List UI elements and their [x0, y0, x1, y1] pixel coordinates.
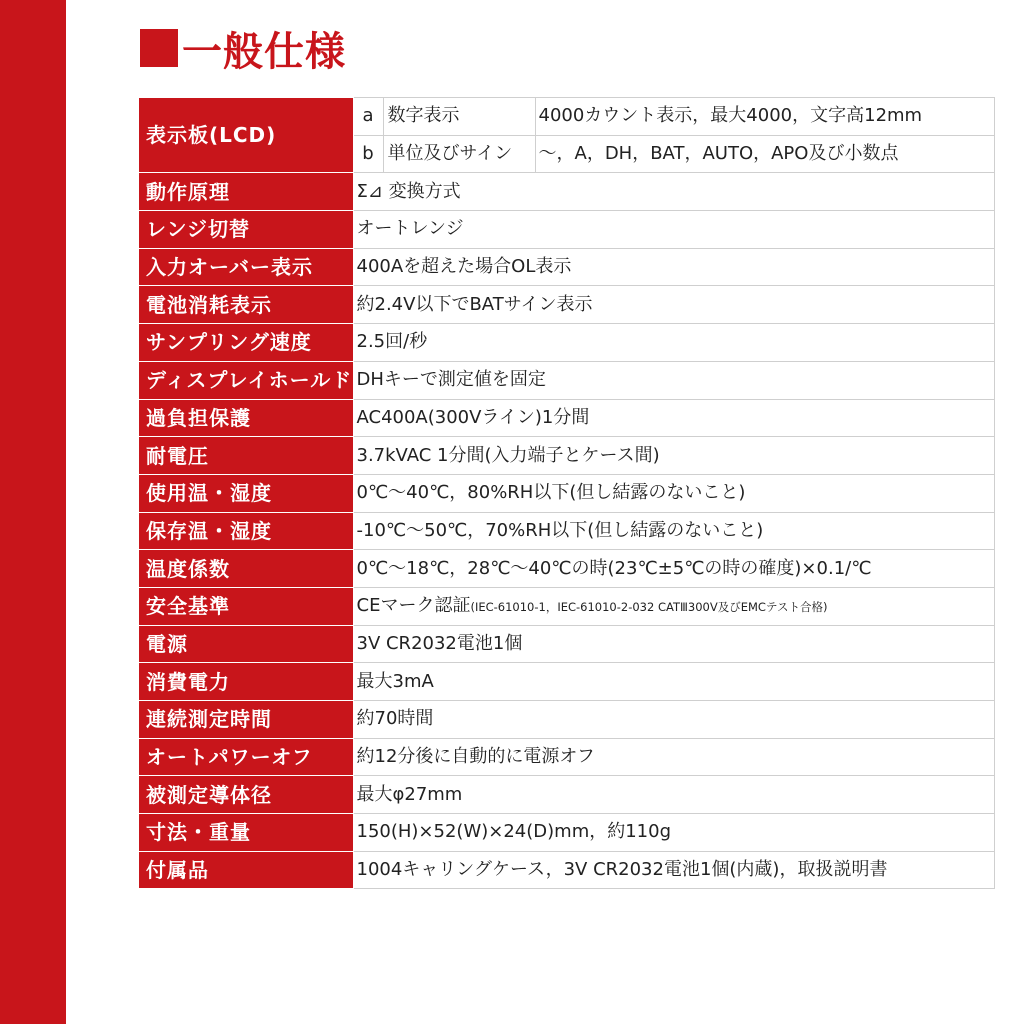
row-label: 電源	[139, 625, 353, 663]
table-row	[139, 399, 994, 437]
sub-row-name: 単位及びサイン	[383, 135, 535, 173]
row-value-text: 2.5回/秒	[356, 331, 428, 353]
row-value-text: 1004キャリングケース，3V CR2032電池1個(内蔵)，取扱説明書	[356, 859, 888, 881]
row-value	[353, 399, 994, 437]
table-row	[139, 814, 994, 852]
row-value: 4000カウント表示，最大4000，文字高12mm	[535, 98, 994, 136]
row-value	[353, 474, 994, 512]
row-label: 保存温・湿度	[139, 512, 353, 550]
row-value	[353, 776, 994, 814]
table-row	[139, 286, 994, 324]
row-value	[353, 286, 994, 324]
row-value	[353, 587, 994, 625]
row-value-text: CEマーク認証	[356, 595, 471, 617]
row-value-text: 400Aを超えた場合OL表示	[356, 256, 572, 278]
row-value: 〜，A，DH，BAT，AUTO，APO及び小数点	[535, 135, 994, 173]
page-title	[140, 22, 346, 74]
row-value-text: Σ⊿ 変換方式	[356, 180, 461, 202]
table-row	[139, 437, 994, 475]
row-value-text: 3V CR2032電池1個	[356, 632, 523, 654]
row-value	[353, 701, 994, 739]
row-label: 被測定導体径	[139, 776, 353, 814]
table-row	[139, 98, 994, 136]
row-label: サンプリング速度	[139, 324, 353, 362]
side-accent-bar	[0, 0, 66, 1024]
table-row	[139, 211, 994, 249]
row-value	[353, 738, 994, 776]
row-label: 消費電力	[139, 663, 353, 701]
row-label: 動作原理	[139, 173, 353, 211]
title-square-icon	[140, 29, 178, 67]
row-value	[353, 324, 994, 362]
row-value	[353, 437, 994, 475]
row-label: 付属品	[139, 851, 353, 889]
row-value	[353, 851, 994, 889]
row-label: 使用温・湿度	[139, 474, 353, 512]
table-row	[139, 776, 994, 814]
row-value	[353, 361, 994, 399]
row-label: 電池消耗表示	[139, 286, 353, 324]
row-value	[353, 550, 994, 588]
row-value-note: (IEC-61010-1，IEC-61010-2-032 CATⅢ300V及びEMCテスト合格)	[470, 600, 828, 615]
sub-row-name: 数字表示	[383, 98, 535, 136]
row-value	[353, 211, 994, 249]
spec-table	[139, 97, 995, 889]
row-label: 耐電圧	[139, 437, 353, 475]
table-row	[139, 625, 994, 663]
row-value-text: 最大φ27mm	[356, 783, 463, 805]
sub-row-key: a	[353, 98, 383, 136]
row-value-text: 約2.4V以下でBATサイン表示	[356, 293, 593, 315]
table-row	[139, 738, 994, 776]
table-row	[139, 851, 994, 889]
table-row	[139, 173, 994, 211]
row-value	[353, 248, 994, 286]
table-row	[139, 248, 994, 286]
row-value	[353, 663, 994, 701]
row-value-text: 0℃〜18℃，28℃〜40℃の時(23℃±5℃の時の確度)×0.1/℃	[356, 557, 872, 579]
row-label: レンジ切替	[139, 211, 353, 249]
row-label: 過負担保護	[139, 399, 353, 437]
row-label: 入力オーバー表示	[139, 248, 353, 286]
table-row	[139, 512, 994, 550]
table-row	[139, 550, 994, 588]
row-label: オートパワーオフ	[139, 738, 353, 776]
row-value	[353, 814, 994, 852]
row-value-text: DHキーで測定値を固定	[356, 369, 546, 391]
row-value-text: AC400A(300Vライン)1分間	[356, 406, 590, 428]
table-row	[139, 701, 994, 739]
table-row	[139, 587, 994, 625]
row-value-text: 3.7kVAC 1分間(入力端子とケース間)	[356, 444, 660, 466]
page-title-text: 一般仕様	[182, 28, 346, 75]
row-label: 連続測定時間	[139, 701, 353, 739]
row-value	[353, 173, 994, 211]
row-value	[353, 512, 994, 550]
row-value-text: 0℃〜40℃，80%RH以下(但し結露のないこと)	[356, 482, 746, 504]
row-label: 温度係数	[139, 550, 353, 588]
row-label: 安全基準	[139, 587, 353, 625]
row-value-text: 約70時間	[356, 708, 434, 730]
row-value-text: 約12分後に自動的に電源オフ	[356, 746, 595, 768]
table-row	[139, 474, 994, 512]
table-row	[139, 324, 994, 362]
row-value-text: 最大3mA	[356, 670, 434, 692]
table-row	[139, 663, 994, 701]
row-value-text: 150(H)×52(W)×24(D)mm，約110g	[356, 821, 672, 843]
sub-row-key: b	[353, 135, 383, 173]
row-value-text: -10℃〜50℃，70%RH以下(但し結露のないこと)	[356, 519, 764, 541]
table-row	[139, 361, 994, 399]
row-value-text: オートレンジ	[356, 218, 464, 240]
row-label: 表示板(LCD)	[139, 98, 353, 173]
row-label: ディスプレイホールド	[139, 361, 353, 399]
row-label: 寸法・重量	[139, 814, 353, 852]
row-value	[353, 625, 994, 663]
